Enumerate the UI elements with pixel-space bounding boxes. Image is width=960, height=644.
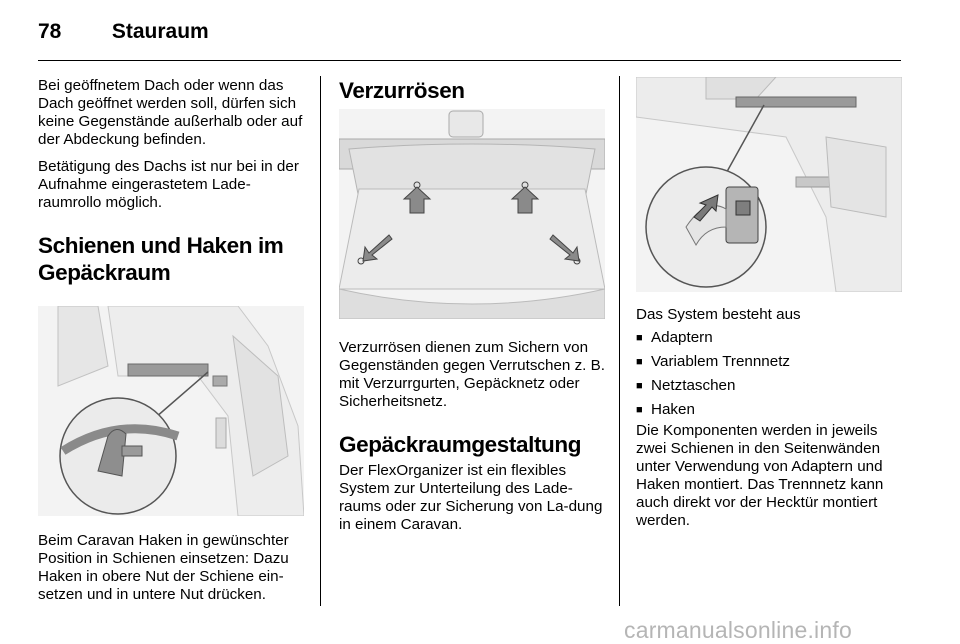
column-left xyxy=(38,77,304,613)
rail-hook-illustration xyxy=(38,306,304,516)
page-header xyxy=(38,20,209,44)
roof-operation-paragraph: Betätigung des Dachs ist nur bei in der Aufnahme eingerastetem Lade-raumrollo möglich. xyxy=(38,158,299,211)
section-heading-luggage-layout: Gepäckraumgestaltung xyxy=(339,432,582,457)
figure-adapter-rail xyxy=(636,77,902,292)
list-item: ■ Haken xyxy=(636,398,902,422)
section-heading-lashing-eyes: Verzurrösen xyxy=(339,78,465,103)
page-title: Stauraum xyxy=(111,20,209,43)
figure-lashing-eyes xyxy=(339,109,605,319)
flexorganizer-paragraph: Der FlexOrganizer ist ein flexibles System zur Unterteilung des Lade-raums oder zur Sicherung von La-dung in einem Caravan. xyxy=(339,462,603,533)
column-divider-1 xyxy=(320,76,321,606)
header-rule xyxy=(38,60,901,61)
system-intro: Das System besteht aus xyxy=(636,306,801,323)
rail-hook-caption: Beim Caravan Haken in gewünschter Position in Schienen einsetzen: Dazu Haken in obere Nut der Schiene ein-setzen und in untere Nut drücken. xyxy=(38,532,289,603)
lashing-eyes-illustration xyxy=(339,109,605,319)
list-item: ■ Netztaschen xyxy=(636,374,902,398)
mounting-paragraph: Die Komponenten werden in jeweils zwei Schienen in den Seitenwänden unter Verwendung von Adaptern und Haken montiert. Das Trennnetz kann auch direkt vor der Hecktür montiert werden. xyxy=(636,422,884,529)
column-middle xyxy=(339,77,607,543)
column-right xyxy=(636,77,902,539)
list-item: ■ Variablem Trennnetz xyxy=(636,350,902,374)
list-item: ■ Adaptern xyxy=(636,326,902,350)
component-list xyxy=(636,326,902,422)
page-number: 78 xyxy=(38,20,62,43)
watermark-text: carmanualsonline.info xyxy=(624,617,852,643)
adapter-rail-illustration xyxy=(636,77,902,292)
roof-warning-paragraph: Bei geöffnetem Dach oder wenn das Dach geöffnet werden soll, dürfen sich keine Gegenstände außerhalb oder auf der Abdeckung befinden. xyxy=(38,77,303,148)
figure-rail-hook xyxy=(38,306,304,516)
section-heading-rails: Schienen und Haken im Gepäckraum xyxy=(38,233,284,285)
lashing-eyes-paragraph: Verzurrösen dienen zum Sichern von Gegenständen gegen Verrutschen z. B. mit Verzurrgurten, Gepäcknetz oder Sicherheitsnetz. xyxy=(339,339,605,410)
column-divider-2 xyxy=(619,76,620,606)
